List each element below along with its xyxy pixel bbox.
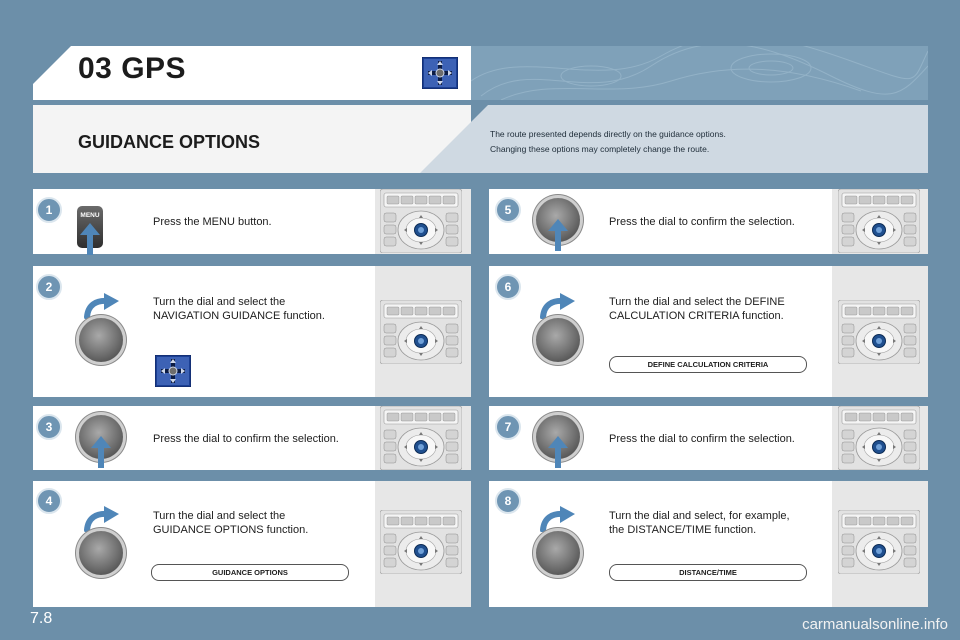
radio-unit-icon [838,406,920,470]
radio-unit-icon [838,300,920,364]
radio-unit-icon [838,189,920,253]
radio-unit-icon [838,510,920,574]
step-1-text: Press the MENU button. [153,216,272,228]
page-number: 7.8 [30,610,53,627]
step-number-8: 8 [495,488,521,514]
radio-unit-icon [380,300,462,364]
dial-icon [536,531,580,575]
radio-unit-icon [380,510,462,574]
radio-unit-icon [380,189,462,253]
turn-arrow-icon [84,293,120,319]
dial-icon [79,531,123,575]
step-number-2: 2 [36,274,62,300]
guidance-options-label: GUIDANCE OPTIONS [151,564,349,581]
note-line-2: Changing these options may completely change the route. [490,144,710,154]
step-number-5: 5 [495,197,521,223]
step-number-1: 1 [36,197,62,223]
step-3-text: Press the dial to confirm the selection. [153,433,339,445]
press-arrow-icon [548,436,568,468]
distance-time-label: DISTANCE/TIME [609,564,807,581]
step-number-7: 7 [495,414,521,440]
step-number-4: 4 [36,488,62,514]
step-5-text: Press the dial to confirm the selection. [609,216,795,228]
step-number-6: 6 [495,274,521,300]
dial-icon [536,318,580,362]
turn-arrow-icon [540,293,576,319]
define-calculation-criteria-label: DEFINE CALCULATION CRITERIA [609,356,807,373]
note-line-1: The route presented depends directly on the guidance options. [490,129,726,139]
step-number-3: 3 [36,414,62,440]
step-4-text: Turn the dial and select the GUIDANCE OPTIONS function. [153,510,309,536]
section-title: GUIDANCE OPTIONS [78,132,261,152]
radio-unit-icon [380,406,462,470]
dial-icon [79,318,123,362]
step-6-text: Turn the dial and select the DEFINE CALCULATION CRITERIA function. [609,296,785,322]
press-arrow-icon [548,219,568,251]
step-8-text: Turn the dial and select, for example, the DISTANCE/TIME function. [609,510,790,536]
page-title: 03 GPS [78,52,187,85]
turn-arrow-icon [540,506,576,532]
menu-button-icon: MENU [77,206,103,248]
navigation-icon [155,355,191,387]
step-7-text: Press the dial to confirm the selection. [609,433,795,445]
guidance-note [490,127,726,157]
turn-arrow-icon [84,506,120,532]
press-arrow-icon [80,223,100,255]
watermark: carmanualsonline.info [802,616,948,633]
header-map-background [471,46,928,100]
navigation-icon [422,57,458,89]
press-arrow-icon [91,436,111,468]
step-2-text: Turn the dial and select the NAVIGATION GUIDANCE function. [153,296,325,322]
